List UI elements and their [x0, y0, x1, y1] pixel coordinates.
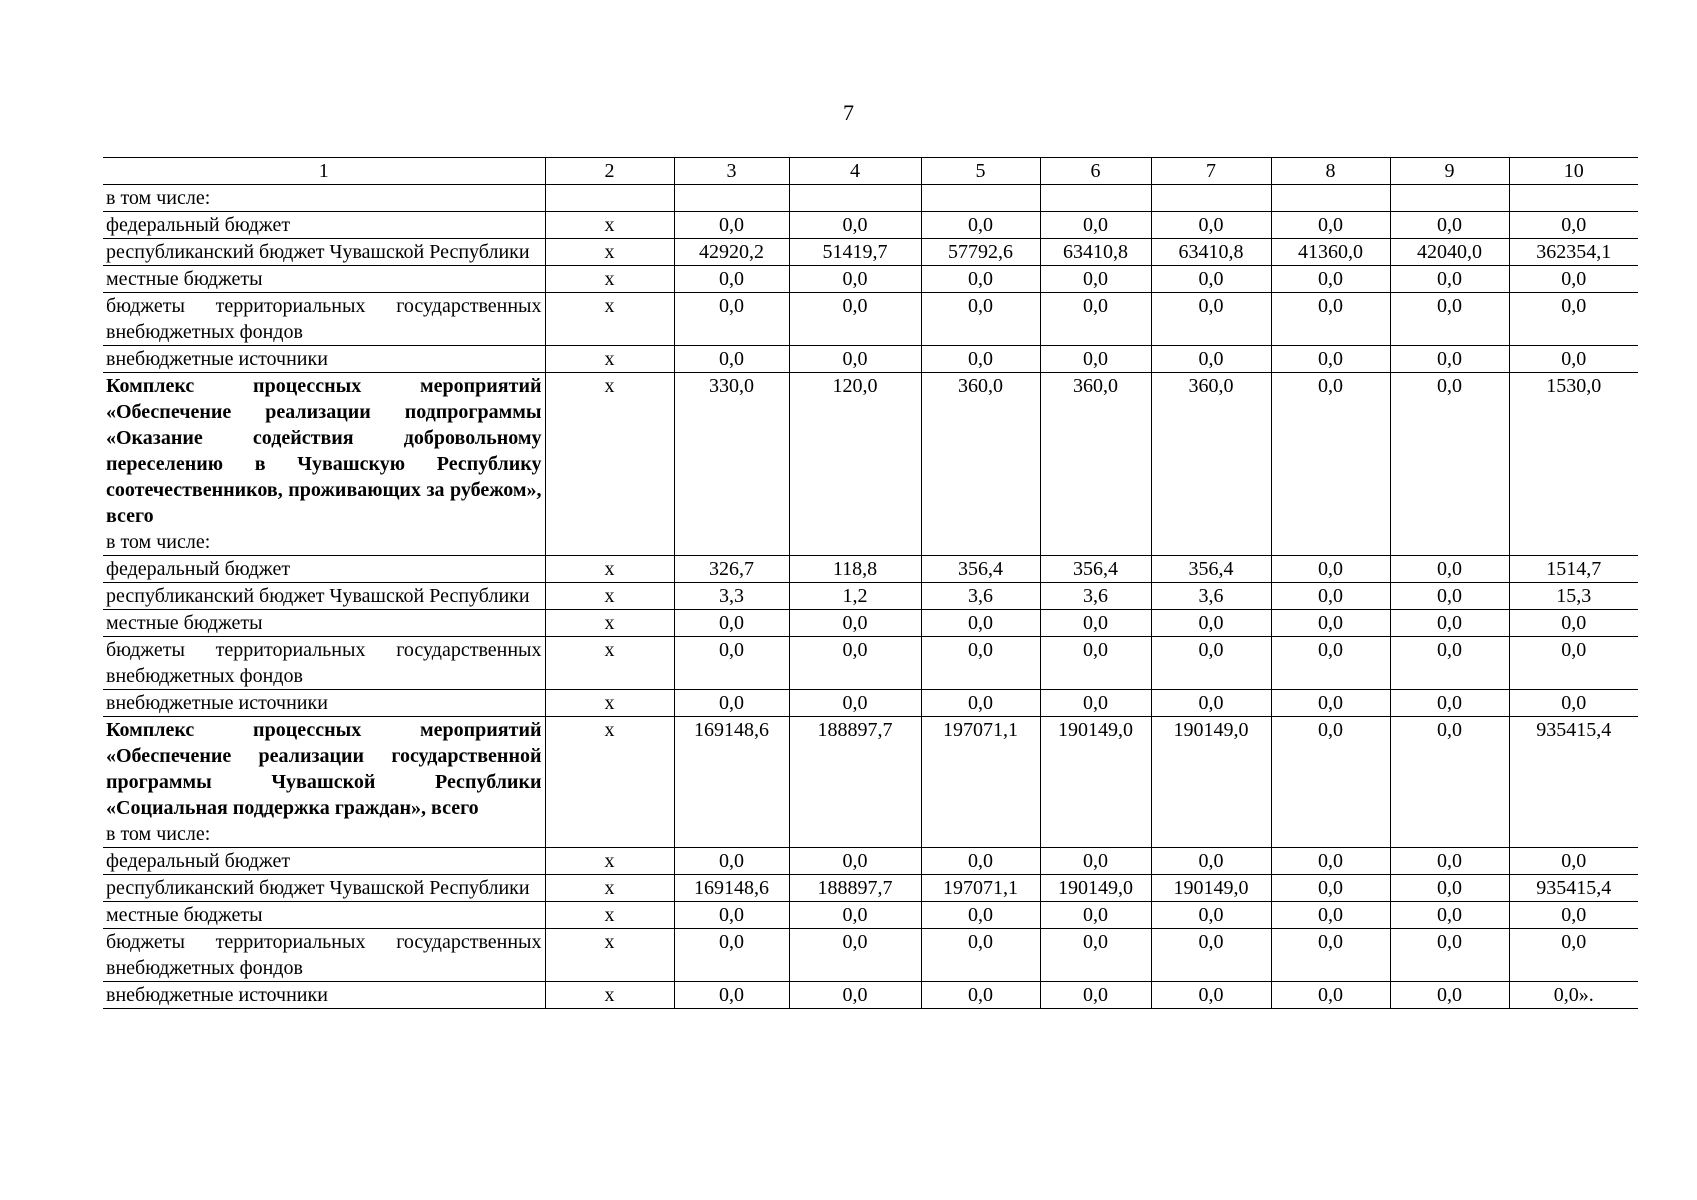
cell-col-5: 0,0: [921, 982, 1040, 1009]
cell-col-3: 0,0: [674, 902, 789, 929]
cell-col-9: 0,0: [1390, 266, 1509, 293]
cell-col-7: 0,0: [1151, 929, 1271, 982]
column-header-10: 10: [1509, 158, 1638, 185]
cell-col-8: 0,0: [1271, 717, 1390, 848]
cell-col-8: 41360,0: [1271, 239, 1390, 266]
row-label: [103, 346, 545, 373]
cell-col-2: х: [545, 902, 674, 929]
table-row: [103, 212, 1638, 239]
row-label: [103, 902, 545, 929]
cell-col-4: 0,0: [789, 346, 921, 373]
cell-col-4: 0,0: [789, 848, 921, 875]
row-label-text: федеральный бюджет: [106, 214, 291, 236]
cell-col-3: 330,0: [674, 373, 789, 556]
row-label-text: в том числе:: [106, 187, 211, 209]
page-number: 7: [843, 100, 854, 125]
row-sublabel: в том числе:: [106, 531, 211, 553]
cell-col-6: 360,0: [1040, 373, 1151, 556]
cell-col-7: 0,0: [1151, 266, 1271, 293]
cell-col-3: 0,0: [674, 346, 789, 373]
cell-col-9: 0,0: [1390, 902, 1509, 929]
row-label: [103, 982, 545, 1009]
row-label-text: бюджеты территориальных государственных внебюджетных фондов: [106, 639, 542, 687]
cell-col-3: 0,0: [674, 610, 789, 637]
cell-col-9: 42040,0: [1390, 239, 1509, 266]
cell-col-9: 0,0: [1390, 610, 1509, 637]
cell-col-9: [1390, 185, 1509, 212]
cell-col-8: 0,0: [1271, 690, 1390, 717]
row-label-text: федеральный бюджет: [106, 850, 291, 872]
cell-col-4: 118,8: [789, 556, 921, 583]
column-header-2: 2: [545, 158, 674, 185]
cell-col-10: 935415,4: [1509, 717, 1638, 848]
cell-col-3: 3,3: [674, 583, 789, 610]
cell-col-9: 0,0: [1390, 346, 1509, 373]
cell-col-8: 0,0: [1271, 556, 1390, 583]
row-label-text: федеральный бюджет: [106, 558, 291, 580]
cell-col-8: [1271, 185, 1390, 212]
column-header-6: 6: [1040, 158, 1151, 185]
cell-col-7: 0,0: [1151, 610, 1271, 637]
row-label-text: бюджеты территориальных государственных внебюджетных фондов: [106, 931, 542, 979]
cell-col-2: х: [545, 848, 674, 875]
cell-col-6: 0,0: [1040, 346, 1151, 373]
cell-col-8: 0,0: [1271, 293, 1390, 346]
cell-col-6: 3,6: [1040, 583, 1151, 610]
cell-col-4: 51419,7: [789, 239, 921, 266]
cell-col-3: 0,0: [674, 982, 789, 1009]
cell-col-8: 0,0: [1271, 637, 1390, 690]
column-header-7: 7: [1151, 158, 1271, 185]
cell-col-10: 0,0».: [1509, 982, 1638, 1009]
table-row: [103, 583, 1638, 610]
table-row: [103, 239, 1638, 266]
row-label-text: внебюджетные источники: [106, 692, 328, 714]
budget-table: [103, 157, 1638, 1009]
cell-col-3: [674, 185, 789, 212]
cell-col-5: 0,0: [921, 212, 1040, 239]
cell-col-8: 0,0: [1271, 583, 1390, 610]
cell-col-2: х: [545, 293, 674, 346]
cell-col-10: 0,0: [1509, 346, 1638, 373]
cell-col-2: х: [545, 556, 674, 583]
table-row: [103, 185, 1638, 212]
row-label-text: республиканский бюджет Чувашской Республики: [106, 585, 530, 607]
row-label: [103, 556, 545, 583]
cell-col-4: 0,0: [789, 293, 921, 346]
cell-col-7: 356,4: [1151, 556, 1271, 583]
row-label: [103, 583, 545, 610]
cell-col-5: [921, 185, 1040, 212]
cell-col-6: 0,0: [1040, 902, 1151, 929]
cell-col-6: 0,0: [1040, 266, 1151, 293]
cell-col-2: х: [545, 266, 674, 293]
column-header-1: 1: [103, 158, 545, 185]
cell-col-6: 0,0: [1040, 637, 1151, 690]
row-label: [103, 266, 545, 293]
cell-col-10: 0,0: [1509, 610, 1638, 637]
row-label-text: республиканский бюджет Чувашской Республики: [106, 241, 530, 263]
cell-col-10: 0,0: [1509, 266, 1638, 293]
cell-col-10: 0,0: [1509, 637, 1638, 690]
cell-col-4: 120,0: [789, 373, 921, 556]
cell-col-9: 0,0: [1390, 637, 1509, 690]
cell-col-8: 0,0: [1271, 848, 1390, 875]
cell-col-10: 0,0: [1509, 293, 1638, 346]
cell-col-3: 42920,2: [674, 239, 789, 266]
cell-col-2: х: [545, 717, 674, 848]
cell-col-5: 360,0: [921, 373, 1040, 556]
row-label-text: внебюджетные источники: [106, 348, 328, 370]
cell-col-3: 169148,6: [674, 875, 789, 902]
cell-col-5: 57792,6: [921, 239, 1040, 266]
cell-col-9: 0,0: [1390, 717, 1509, 848]
cell-col-4: 0,0: [789, 690, 921, 717]
row-label: [103, 239, 545, 266]
cell-col-6: 190149,0: [1040, 875, 1151, 902]
cell-col-2: х: [545, 637, 674, 690]
section-title: Комплекс процессных мероприятий «Обеспечение реализации подпрограммы «Оказание содействия добровольному переселению в Чувашскую Республику соотечественников, проживающих за рубежом», всего: [106, 375, 542, 527]
cell-col-6: 0,0: [1040, 293, 1151, 346]
cell-col-10: 1530,0: [1509, 373, 1638, 556]
cell-col-9: 0,0: [1390, 929, 1509, 982]
cell-col-10: 0,0: [1509, 212, 1638, 239]
table-row: [103, 556, 1638, 583]
cell-col-2: [545, 185, 674, 212]
row-label: [103, 610, 545, 637]
cell-col-8: 0,0: [1271, 929, 1390, 982]
table-row: [103, 982, 1638, 1009]
table-row: [103, 346, 1638, 373]
cell-col-8: 0,0: [1271, 982, 1390, 1009]
cell-col-5: 0,0: [921, 690, 1040, 717]
table-row: [103, 902, 1638, 929]
cell-col-9: 0,0: [1390, 293, 1509, 346]
cell-col-10: 0,0: [1509, 690, 1638, 717]
cell-col-7: 0,0: [1151, 848, 1271, 875]
cell-col-10: 0,0: [1509, 902, 1638, 929]
cell-col-6: 0,0: [1040, 929, 1151, 982]
row-sublabel: в том числе:: [106, 823, 211, 845]
cell-col-8: 0,0: [1271, 266, 1390, 293]
cell-col-2: х: [545, 373, 674, 556]
cell-col-7: 0,0: [1151, 902, 1271, 929]
cell-col-4: 188897,7: [789, 717, 921, 848]
row-label-text: местные бюджеты: [106, 904, 263, 926]
cell-col-3: 0,0: [674, 212, 789, 239]
cell-col-2: х: [545, 982, 674, 1009]
cell-col-6: 0,0: [1040, 610, 1151, 637]
cell-col-5: 0,0: [921, 929, 1040, 982]
table-row: [103, 266, 1638, 293]
cell-col-10: 362354,1: [1509, 239, 1638, 266]
table-row: [103, 929, 1638, 982]
cell-col-10: 1514,7: [1509, 556, 1638, 583]
row-label: [103, 690, 545, 717]
cell-col-2: х: [545, 929, 674, 982]
table-body: [103, 185, 1638, 1009]
cell-col-4: 0,0: [789, 610, 921, 637]
cell-col-2: х: [545, 583, 674, 610]
cell-col-6: 63410,8: [1040, 239, 1151, 266]
cell-col-4: 0,0: [789, 929, 921, 982]
cell-col-6: 356,4: [1040, 556, 1151, 583]
cell-col-8: 0,0: [1271, 610, 1390, 637]
row-label: [103, 717, 545, 848]
cell-col-3: 0,0: [674, 929, 789, 982]
table-row: [103, 637, 1638, 690]
cell-col-3: 0,0: [674, 293, 789, 346]
cell-col-7: [1151, 185, 1271, 212]
cell-col-6: 190149,0: [1040, 717, 1151, 848]
cell-col-3: 0,0: [674, 637, 789, 690]
cell-col-2: х: [545, 212, 674, 239]
cell-col-8: 0,0: [1271, 346, 1390, 373]
column-header-4: 4: [789, 158, 921, 185]
cell-col-9: 0,0: [1390, 875, 1509, 902]
cell-col-8: 0,0: [1271, 212, 1390, 239]
cell-col-6: 0,0: [1040, 982, 1151, 1009]
cell-col-8: 0,0: [1271, 373, 1390, 556]
cell-col-10: 935415,4: [1509, 875, 1638, 902]
cell-col-7: 0,0: [1151, 293, 1271, 346]
cell-col-10: 0,0: [1509, 848, 1638, 875]
cell-col-5: 0,0: [921, 637, 1040, 690]
row-label-text: республиканский бюджет Чувашской Республики: [106, 877, 530, 899]
row-label: [103, 212, 545, 239]
cell-col-5: 0,0: [921, 848, 1040, 875]
cell-col-7: 190149,0: [1151, 717, 1271, 848]
cell-col-3: 0,0: [674, 266, 789, 293]
table-row: [103, 717, 1638, 848]
table-row: [103, 610, 1638, 637]
cell-col-7: 0,0: [1151, 212, 1271, 239]
cell-col-7: 0,0: [1151, 982, 1271, 1009]
cell-col-7: 190149,0: [1151, 875, 1271, 902]
cell-col-3: 0,0: [674, 690, 789, 717]
cell-col-3: 0,0: [674, 848, 789, 875]
cell-col-5: 356,4: [921, 556, 1040, 583]
cell-col-5: 197071,1: [921, 875, 1040, 902]
cell-col-3: 169148,6: [674, 717, 789, 848]
cell-col-6: 0,0: [1040, 848, 1151, 875]
column-header-9: 9: [1390, 158, 1509, 185]
table-row: [103, 293, 1638, 346]
row-label: [103, 293, 545, 346]
row-label: [103, 185, 545, 212]
cell-col-7: 0,0: [1151, 690, 1271, 717]
cell-col-9: 0,0: [1390, 583, 1509, 610]
cell-col-5: 197071,1: [921, 717, 1040, 848]
table-row: [103, 875, 1638, 902]
cell-col-4: 0,0: [789, 982, 921, 1009]
cell-col-9: 0,0: [1390, 212, 1509, 239]
table-row: [103, 690, 1638, 717]
cell-col-7: 0,0: [1151, 346, 1271, 373]
cell-col-2: х: [545, 690, 674, 717]
cell-col-4: 0,0: [789, 902, 921, 929]
table-row: [103, 373, 1638, 556]
cell-col-4: [789, 185, 921, 212]
row-label-text: внебюджетные источники: [106, 984, 328, 1006]
cell-col-4: 0,0: [789, 212, 921, 239]
row-label-text: местные бюджеты: [106, 612, 263, 634]
cell-col-5: 0,0: [921, 266, 1040, 293]
cell-col-5: 0,0: [921, 902, 1040, 929]
cell-col-9: 0,0: [1390, 690, 1509, 717]
cell-col-7: 360,0: [1151, 373, 1271, 556]
cell-col-8: 0,0: [1271, 902, 1390, 929]
cell-col-6: 0,0: [1040, 690, 1151, 717]
cell-col-7: 3,6: [1151, 583, 1271, 610]
cell-col-6: 0,0: [1040, 212, 1151, 239]
cell-col-6: [1040, 185, 1151, 212]
section-title: Комплекс процессных мероприятий «Обеспечение реализации государственной программы Чувашской Республики «Социальная поддержка граждан», всего: [106, 719, 542, 819]
row-label: [103, 929, 545, 982]
cell-col-5: 0,0: [921, 346, 1040, 373]
cell-col-7: 0,0: [1151, 637, 1271, 690]
cell-col-5: 0,0: [921, 293, 1040, 346]
cell-col-9: 0,0: [1390, 848, 1509, 875]
column-header-3: 3: [674, 158, 789, 185]
cell-col-10: [1509, 185, 1638, 212]
cell-col-9: 0,0: [1390, 982, 1509, 1009]
row-label: [103, 848, 545, 875]
cell-col-9: 0,0: [1390, 373, 1509, 556]
cell-col-4: 1,2: [789, 583, 921, 610]
cell-col-2: х: [545, 239, 674, 266]
cell-col-4: 0,0: [789, 637, 921, 690]
cell-col-10: 15,3: [1509, 583, 1638, 610]
cell-col-2: х: [545, 610, 674, 637]
row-label: [103, 875, 545, 902]
cell-col-4: 188897,7: [789, 875, 921, 902]
cell-col-3: 326,7: [674, 556, 789, 583]
column-header-5: 5: [921, 158, 1040, 185]
table-header-row: [103, 158, 1638, 185]
cell-col-5: 3,6: [921, 583, 1040, 610]
row-label: [103, 373, 545, 556]
cell-col-4: 0,0: [789, 266, 921, 293]
cell-col-8: 0,0: [1271, 875, 1390, 902]
row-label-text: местные бюджеты: [106, 268, 263, 290]
table-row: [103, 848, 1638, 875]
cell-col-5: 0,0: [921, 610, 1040, 637]
cell-col-2: х: [545, 346, 674, 373]
cell-col-10: 0,0: [1509, 929, 1638, 982]
row-label-text: бюджеты территориальных государственных внебюджетных фондов: [106, 295, 542, 343]
cell-col-9: 0,0: [1390, 556, 1509, 583]
row-label: [103, 637, 545, 690]
column-header-8: 8: [1271, 158, 1390, 185]
cell-col-2: х: [545, 875, 674, 902]
cell-col-7: 63410,8: [1151, 239, 1271, 266]
